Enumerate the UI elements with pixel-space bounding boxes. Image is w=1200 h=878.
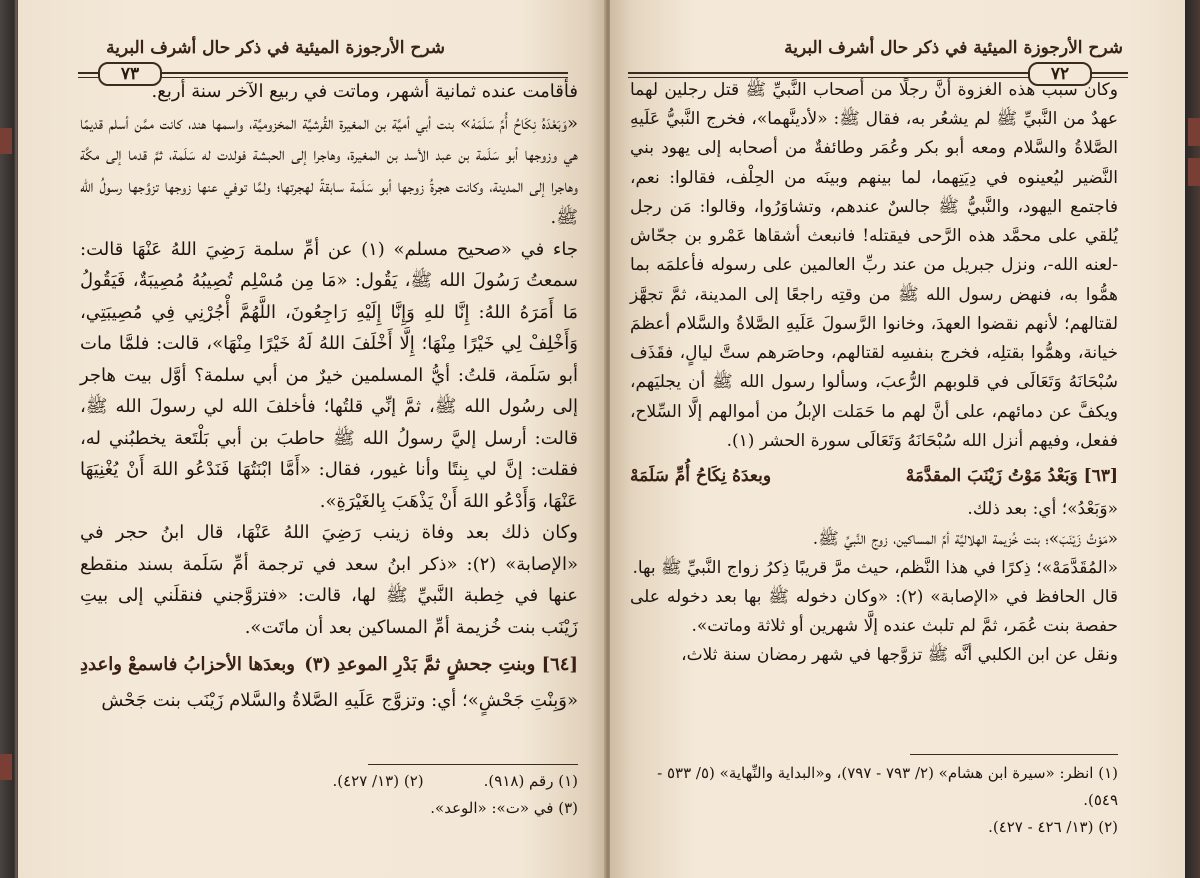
paragraph: «مَوْتُ زَيْنَبَ»؛ بنت خُزيمة الهلاليَّة أمِّ المساكين، زوج النَّبيِّ ﷺ. [812, 528, 1118, 549]
left-footnotes [80, 768, 578, 822]
footnote: (١) انظر: «سيرة ابن هشام» (٢/ ٧٩٣ - ٧٩٧)، و«البداية والنِّهاية» (٥/ ٥٣٣ - ٥٤٩). [657, 764, 1118, 809]
paragraph: قال الحافظ في «الإصابة» (٢): «وكان دخوله ﷺ بها بعد دخوله على حفصة بنت عُمَر، ثمَّ لم تلبث عنده إلَّا شهرين أو ثلاثة وماتت». [630, 586, 1118, 637]
footnote: (٢) (١٣/ ٤٢٧). [332, 772, 424, 790]
paragraph: «وَبَعْدَهُ نِكَاحُ أُمِّ سَلَمَهْ» بنت أبي أميَّة بن المغيرة القُرشيَّة المخزوميَّة، واسمها هند، كانت ممَّن أسلم قديمًا هي وزوجها أبو سَلَمة بن عبد الأسد بن المغيرة، وهاجرا إلى الحبشة فولدت له سَلَمة، ثمَّ قدما إلى مكَّة وهاجرا إلى المدينة، وكانت هجرةُ زوجها أبو سَلَمة سابقةً لهجرتها؛ ولمَّا توفي عنها زوجها تزوَّجها رسولُ الله ﷺ. [80, 112, 578, 228]
paragraph: «وَبِنْتِ جَحْشٍ»؛ أي: وتزوَّج عَلَيهِ الصَّلاةُ والسَّلام زَيْنَب بنت جَحْش [101, 689, 578, 711]
paragraph: جاء في «صحيح مسلم» (١) عن أمِّ سلمة رَضِيَ اللهُ عَنْهَا قالت: سمعتُ رَسُولَ الله ﷺ، يَقُول: «مَا مِن مُسْلِم تُصِيبُهُ مُصِيبَةٌ، فَيَقُولُ مَا أَمَرَهُ اللهُ: إِنَّا للهِ وَإِنَّا إِلَيْهِ رَاجِعُونَ، اللَّهُمَّ أْجُرْنِي فِي مُصِيبَتِي، وَأَخْلِفْ لِي خَيْرًا مِنْهَا؛ إِلَّا أَخْلَفَ اللهُ لَهُ خَيْرًا مِنْهَا»، قالت: فلمَّا مات أبو سَلَمة، قلتُ: أيُّ المسلمين خيرٌ من أبي سلمة؟ أوَّل بيت هاجر إلى رسُول الله ﷺ، ثمَّ إنِّي قلتُها؛ فأخلفَ الله لي رسولَ الله ﷺ، قالت: أرسل إليَّ رسولُ الله ﷺ حاطبَ بن أبي بَلْتَعة يخطبُني له، فقلت: إنَّ لي بِنتًا وأنا غيور، فقال: «أَمَّا ابْنَتُهَا فَنَدْعُو اللهَ أَنْ يُغْنِيَهَا عَنْهَا، وَأَدْعُو اللهَ أَنْ يَذْهَبَ بِالغَيْرَةِ». [80, 238, 578, 512]
verse-second-hemistich: وبعدَهُ نِكَاحُ أُمِّ سَلَمَهْ [630, 466, 772, 487]
paragraph: فأقامت عنده ثمانية أشهر، وماتت في ربيع الآخر سنة أربع. [151, 81, 578, 102]
verse-first-hemistich: [٦٣] وَبَعْدُ مَوْتُ زَيْنَبَ المقدَّمَهْ [905, 466, 1118, 487]
footnote-rule [910, 754, 1118, 755]
page-edge-tab [0, 128, 12, 154]
left-page-body [80, 76, 578, 716]
left-page [18, 0, 605, 878]
right-page [610, 0, 1185, 878]
paragraph: وكان ذلك بعد وفاة زينب رَضِيَ اللهُ عَنْهَا، قال ابنُ حجر في «الإصابة» (٢): «ذكر ابنُ سعد في ترجمة أمِّ سَلَمة بسند منقطع عنها في خِطبة النَّبيِّ ﷺ لها، قالت: «فتزوَّجني فنقلَني إلى بيتِ زَيْنَب بنت خُزيمة أمِّ المساكين بعد أن ماتَت». [80, 522, 578, 638]
running-title: شرح الأرجوزة الميئية في ذكر حال أشرف البرية [106, 38, 445, 58]
paragraph: وكان سبب هذه الغزوة أنَّ رجلًا من أصحاب النَّبيِّ ﷺ قتل رجلين لهما عهدٌ من النَّبيِّ ﷺ لم يشعُر به، فقال ﷺ: «لأدينَّهما»، فخرج النَّبيُّ عَلَيهِ الصَّلاةُ والسَّلام ومعه أبو بكر وعُمَر وطائفةٌ من أصحابه إلى يهود بني النَّضير ليُعينوه في دِيَتِهما، لما بينهم وبينَه من الحِلْف، فقالوا: نعم، فاجتمع اليهود، والنَّبيُّ ﷺ جالسٌ عندهم، وتشاوَرُوا، وقالوا: مَن رجل يُلقي على محمَّد هذه الرَّحى فيقتله! فانبعث أشقاها عَمْرو بن جحّاش -لعنه الله-، ونزل جبريل من عند ربِّ العالمين على رسوله فأعلمَه بما همُّوا به، فنهض رسول الله ﷺ من وقتِه راجعًا إلى المدينة، ثمَّ تجهَّز لقتالهم؛ لأنهم نقضوا العهدَ، وخانوا الرَّسولَ عَلَيهِ الصَّلاةُ والسَّلام أعظمَ خيانة، وهمُّوا بقتلِه، فخرج بنفسِه لقتالهم، وحاصَرهم ستَّ ليالٍ، فقَذَف سُبْحَانَهُ وَتَعَالَى في قلوبهم الرُّعبَ، وسألوا رسول الله ﷺ أن يجليَهم، ويكفَّ عن دمائهم، على أنَّ لهم ما حَمَلت الإبلُ من أموالهم إلَّا السِّلاح، ففعل، وفيهم أنزل الله سُبْحَانَهُ وَتَعَالَى سورة الحشر (١). [630, 80, 1118, 451]
paragraph: «وَبَعْدُ»؛ أي: بعد ذلك. [967, 499, 1118, 520]
verse-first-hemistich: [٦٤] وبنتِ جحشٍ ثمَّ بَدْرِ الموعدِ (٣) [304, 654, 578, 675]
right-page-body [630, 76, 1118, 671]
running-title: شرح الأرجوزة الميئية في ذكر حال أشرف البرية [784, 38, 1123, 58]
footnote-rule [368, 764, 578, 765]
poem-verse [630, 462, 1118, 491]
footnote: (١) رقم (٩١٨). [483, 772, 578, 790]
footnote: (٣) في «ت»: «الوعد». [430, 799, 578, 817]
poem-verse [80, 649, 578, 681]
paragraph: ونقل عن ابن الكلبي أنَّه ﷺ تزوَّجها في شهر رمضان سنة ثلاث، [681, 645, 1118, 666]
page-edge-tab [1188, 158, 1200, 186]
page-number: ٧٣ [98, 62, 162, 86]
page-edge-tab [0, 754, 12, 780]
verse-second-hemistich: وبعدَها الأحزابُ فاسمعْ واعددِ [80, 654, 295, 675]
footnote: (٢) (١٣/ ٤٢٦ - ٤٢٧). [988, 818, 1118, 836]
page-number: ٧٢ [1028, 62, 1092, 86]
right-footnotes [630, 760, 1118, 841]
paragraph: «المُقَدَّمَهْ»؛ ذِكرًا في هذا النَّظم، حيث مرَّ قريبًا ذِكرُ زواج النَّبيِّ ﷺ بها. [632, 557, 1118, 578]
page-edge-tab [1188, 118, 1200, 146]
